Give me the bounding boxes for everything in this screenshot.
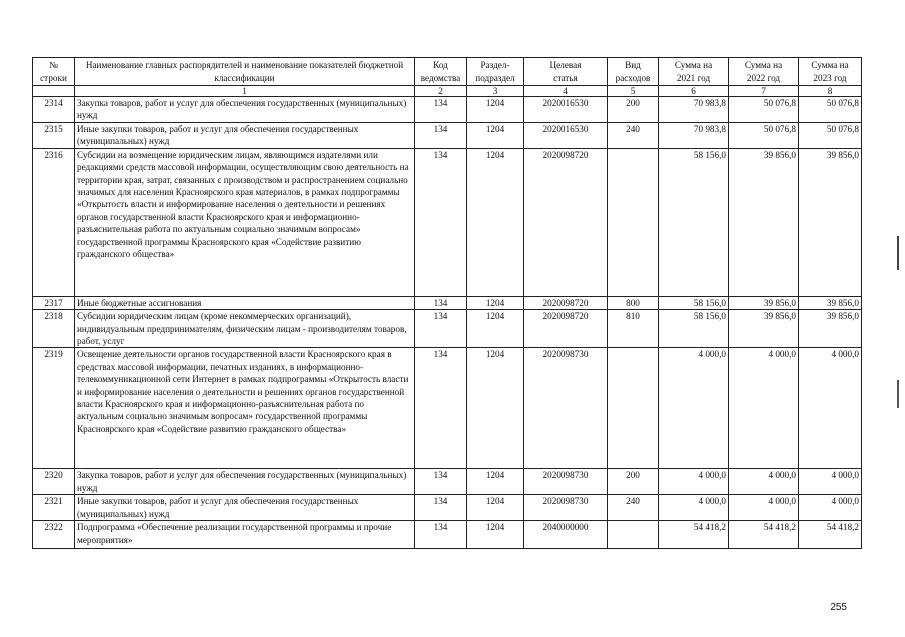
cell-target: 2020098730 bbox=[524, 348, 608, 469]
cell-section: 1204 bbox=[467, 148, 524, 296]
header-expense-type: Вид расходов bbox=[608, 58, 659, 86]
cell-name: Иные закупки товаров, работ и услуг для обеспечения государственных (муниципальных) нужд bbox=[75, 123, 415, 149]
cell-name: Освещение деятельности органов государственной власти Красноярского края в средствах массовой информации, печатных изданиях, в информационно-телекоммуникационной сети Интернет в рамках подпрограммы «Открытость власти и информирование населения о деятельности и решениях органов государственной власти Красноярского края и информационно-разъяснительная работа по актуальным социально значимым вопросам» государственной программы Красноярского края «Содействие развитию гражданского общества» bbox=[75, 348, 415, 469]
cell-target: 2020016530 bbox=[524, 97, 608, 123]
col-number: 4 bbox=[524, 86, 608, 97]
header-sum-2023: Сумма на 2023 год bbox=[799, 58, 862, 86]
cell-name: Иные бюджетные ассигнования bbox=[75, 296, 415, 309]
cell-sum-2022: 39 856,0 bbox=[729, 148, 799, 296]
cell-expense-type: 800 bbox=[608, 296, 659, 309]
cell-section: 1204 bbox=[467, 521, 524, 549]
table-body bbox=[33, 97, 862, 549]
col-number bbox=[33, 86, 75, 97]
cell-sum-2023: 4 000,0 bbox=[799, 495, 862, 521]
col-number: 8 bbox=[799, 86, 862, 97]
cell-dept-code: 134 bbox=[415, 123, 467, 149]
cell-sum-2022: 4 000,0 bbox=[729, 348, 799, 469]
header-sum-2021: Сумма на 2021 год bbox=[659, 58, 729, 86]
cell-sum-2022: 54 418,2 bbox=[729, 521, 799, 549]
cell-expense-type: 810 bbox=[608, 310, 659, 348]
cell-expense-type: 200 bbox=[608, 97, 659, 123]
cell-dept-code: 134 bbox=[415, 495, 467, 521]
cell-section: 1204 bbox=[467, 97, 524, 123]
table-row bbox=[33, 495, 862, 521]
cell-expense-type bbox=[608, 521, 659, 549]
cell-section: 1204 bbox=[467, 495, 524, 521]
cell-sum-2022: 4 000,0 bbox=[729, 469, 799, 495]
cell-sum-2023: 39 856,0 bbox=[799, 148, 862, 296]
table-header bbox=[33, 58, 862, 97]
budget-table bbox=[32, 57, 862, 549]
cell-sum-2022: 39 856,0 bbox=[729, 296, 799, 309]
table-row bbox=[33, 469, 862, 495]
header-sum-2022: Сумма на 2022 год bbox=[729, 58, 799, 86]
table-row bbox=[33, 521, 862, 549]
cell-dept-code: 134 bbox=[415, 521, 467, 549]
cell-sum-2023: 4 000,0 bbox=[799, 348, 862, 469]
cell-dept-code: 134 bbox=[415, 148, 467, 296]
table-row bbox=[33, 97, 862, 123]
cell-target: 2020098730 bbox=[524, 469, 608, 495]
cell-expense-type: 200 bbox=[608, 469, 659, 495]
table-row bbox=[33, 123, 862, 149]
cell-dept-code: 134 bbox=[415, 310, 467, 348]
header-name: Наименование главных распорядителей и наименование показателей бюджетной классификации bbox=[75, 58, 415, 86]
cell-sum-2022: 4 000,0 bbox=[729, 495, 799, 521]
cell-sum-2022: 39 856,0 bbox=[729, 310, 799, 348]
cell-expense-type bbox=[608, 348, 659, 469]
cell-sum-2021: 4 000,0 bbox=[659, 469, 729, 495]
cell-sum-2022: 50 076,8 bbox=[729, 97, 799, 123]
cell-row-no: 2317 bbox=[33, 296, 75, 309]
cell-expense-type: 240 bbox=[608, 495, 659, 521]
cell-row-no: 2314 bbox=[33, 97, 75, 123]
cell-sum-2023: 39 856,0 bbox=[799, 310, 862, 348]
cell-section: 1204 bbox=[467, 123, 524, 149]
cell-sum-2021: 58 156,0 bbox=[659, 310, 729, 348]
col-number: 5 bbox=[608, 86, 659, 97]
cell-sum-2021: 58 156,0 bbox=[659, 296, 729, 309]
scan-edge-mark bbox=[897, 236, 899, 270]
cell-row-no: 2319 bbox=[33, 348, 75, 469]
cell-target: 2020098720 bbox=[524, 310, 608, 348]
cell-section: 1204 bbox=[467, 348, 524, 469]
cell-name: Иные закупки товаров, работ и услуг для обеспечения государственных (муниципальных) нужд bbox=[75, 495, 415, 521]
cell-row-no: 2320 bbox=[33, 469, 75, 495]
cell-name: Субсидии на возмещение юридическим лицам, являющимся издателями или редакциями средств массовой информации, осуществляющим свою деятельность на территории края, затрат, связанных с производством и распространением социально значимых для населения Красноярского края материалов, в рамках подпрограммы «Открытость власти и информирование населения о деятельности и решениях органов государственной власти Красноярского края и информационно-разъяснительная работа по актуальным социально значимым вопросам» государственной программы Красноярского края «Содействие развитию гражданского общества» bbox=[75, 148, 415, 296]
cell-row-no: 2315 bbox=[33, 123, 75, 149]
cell-target: 2020016530 bbox=[524, 123, 608, 149]
col-number: 1 bbox=[75, 86, 415, 97]
cell-row-no: 2316 bbox=[33, 148, 75, 296]
cell-sum-2023: 4 000,0 bbox=[799, 469, 862, 495]
cell-section: 1204 bbox=[467, 469, 524, 495]
table-row bbox=[33, 296, 862, 309]
col-number: 2 bbox=[415, 86, 467, 97]
cell-sum-2021: 4 000,0 bbox=[659, 348, 729, 469]
cell-dept-code: 134 bbox=[415, 296, 467, 309]
scan-edge-mark bbox=[897, 380, 899, 408]
cell-target: 2020098720 bbox=[524, 148, 608, 296]
cell-target: 2020098720 bbox=[524, 296, 608, 309]
cell-section: 1204 bbox=[467, 310, 524, 348]
cell-name: Закупка товаров, работ и услуг для обеспечения государственных (муниципальных) нужд bbox=[75, 469, 415, 495]
cell-sum-2023: 39 856,0 bbox=[799, 296, 862, 309]
cell-sum-2022: 50 076,8 bbox=[729, 123, 799, 149]
cell-target: 2040000000 bbox=[524, 521, 608, 549]
cell-sum-2021: 70 983,8 bbox=[659, 97, 729, 123]
cell-expense-type bbox=[608, 148, 659, 296]
col-number: 7 bbox=[729, 86, 799, 97]
cell-sum-2023: 50 076,8 bbox=[799, 97, 862, 123]
table-row bbox=[33, 348, 862, 469]
col-number: 3 bbox=[467, 86, 524, 97]
cell-row-no: 2322 bbox=[33, 521, 75, 549]
cell-expense-type: 240 bbox=[608, 123, 659, 149]
cell-sum-2021: 54 418,2 bbox=[659, 521, 729, 549]
page-number: 255 bbox=[830, 602, 847, 613]
table-row bbox=[33, 148, 862, 296]
header-section: Раздел- подраздел bbox=[467, 58, 524, 86]
table-row bbox=[33, 310, 862, 348]
cell-dept-code: 134 bbox=[415, 469, 467, 495]
cell-section: 1204 bbox=[467, 296, 524, 309]
cell-sum-2021: 4 000,0 bbox=[659, 495, 729, 521]
cell-dept-code: 134 bbox=[415, 97, 467, 123]
cell-sum-2021: 70 983,8 bbox=[659, 123, 729, 149]
column-number-row bbox=[33, 86, 862, 97]
cell-sum-2023: 54 418,2 bbox=[799, 521, 862, 549]
cell-row-no: 2321 bbox=[33, 495, 75, 521]
cell-row-no: 2318 bbox=[33, 310, 75, 348]
header-row-no: № строки bbox=[33, 58, 75, 86]
cell-dept-code: 134 bbox=[415, 348, 467, 469]
header-target: Целевая статья bbox=[524, 58, 608, 86]
cell-sum-2023: 50 076,8 bbox=[799, 123, 862, 149]
cell-name: Подпрограмма «Обеспечение реализации государственной программы и прочие мероприятия» bbox=[75, 521, 415, 549]
col-number: 6 bbox=[659, 86, 729, 97]
header-dept-code: Код ведомства bbox=[415, 58, 467, 86]
cell-target: 2020098730 bbox=[524, 495, 608, 521]
cell-name: Закупка товаров, работ и услуг для обеспечения государственных (муниципальных) нужд bbox=[75, 97, 415, 123]
cell-name: Субсидии юридическим лицам (кроме некоммерческих организаций), индивидуальным предпринимателям, физическим лицам - производителям товаров, работ, услуг bbox=[75, 310, 415, 348]
cell-sum-2021: 58 156,0 bbox=[659, 148, 729, 296]
